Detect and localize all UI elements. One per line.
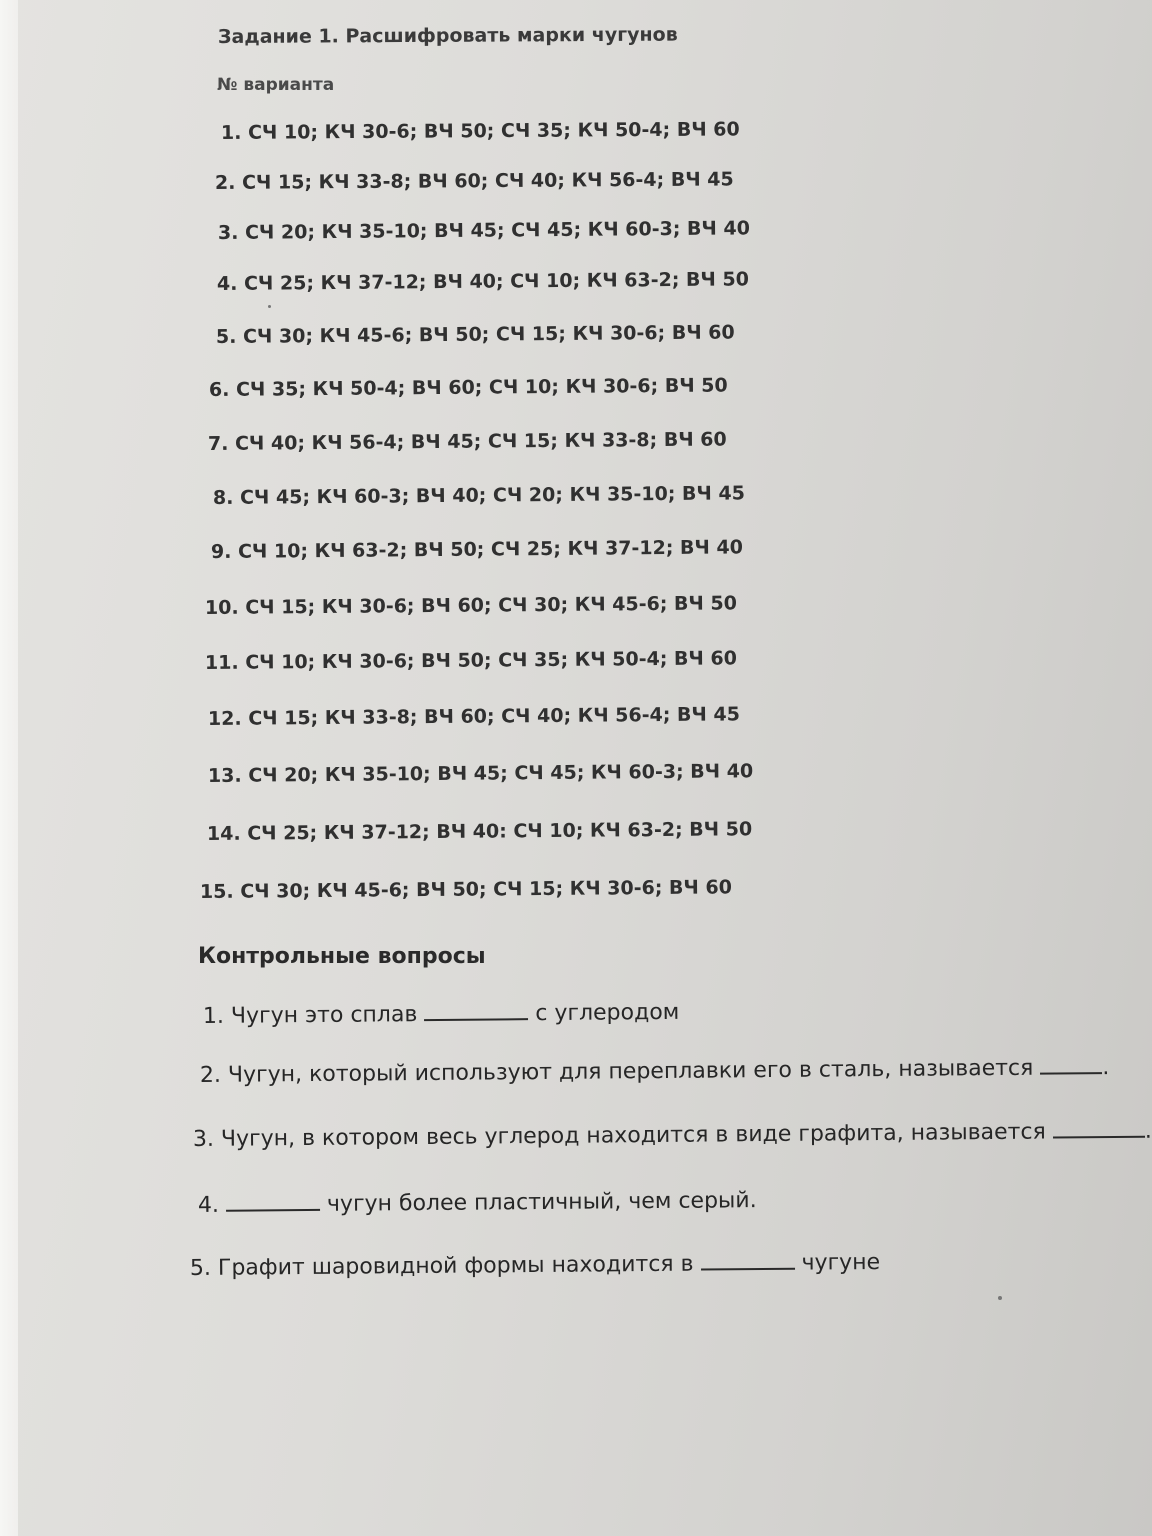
answer-blank <box>700 1250 794 1271</box>
variant-item: 3. СЧ 20; КЧ 35-10; ВЧ 45; СЧ 45; КЧ 60-3; ВЧ 40 <box>217 217 750 244</box>
question-2 <box>200 1054 1110 1088</box>
question-3 <box>193 1118 1152 1152</box>
variant-item: 13. СЧ 20; КЧ 35-10; ВЧ 45; СЧ 45; КЧ 60-3; ВЧ 40 <box>207 760 754 787</box>
variant-item: 7. СЧ 40; КЧ 56-4; ВЧ 45; СЧ 15; КЧ 33-8; ВЧ 60 <box>207 428 727 455</box>
variant-item: 2. СЧ 15; КЧ 33-8; ВЧ 60; СЧ 40; КЧ 56-4; ВЧ 45 <box>214 168 734 194</box>
question-text: 3. Чугун, в котором весь углерод находится в виде графита, называется <box>192 1119 1046 1152</box>
variant-item: 15. СЧ 30; КЧ 45-6; ВЧ 50; СЧ 15; КЧ 30-6; ВЧ 60 <box>199 876 732 903</box>
question-text: 4. <box>197 1192 220 1218</box>
variant-number-label: № варианта <box>217 75 335 95</box>
question-text: 5. Графит шаровидной формы находится в <box>189 1251 694 1281</box>
variant-item: 9. СЧ 10; КЧ 63-2; ВЧ 50; СЧ 25; КЧ 37-12; ВЧ 40 <box>210 536 743 563</box>
question-text: 2. Чугун, который используют для переплавки его в сталь, называется <box>199 1055 1034 1088</box>
question-text: . <box>1102 1055 1110 1081</box>
question-5 <box>190 1249 880 1281</box>
variant-item: 1. СЧ 10; КЧ 30-6; ВЧ 50; СЧ 35; КЧ 50-4; ВЧ 60 <box>220 118 740 144</box>
variant-item: 4. СЧ 25; КЧ 37-12; ВЧ 40; СЧ 10; КЧ 63-2; ВЧ 50 <box>216 268 749 295</box>
variant-item: 5. СЧ 30; КЧ 45-6; ВЧ 50; СЧ 15; КЧ 30-6; ВЧ 60 <box>215 321 735 348</box>
question-text: . <box>1144 1118 1152 1144</box>
answer-blank <box>1040 1054 1102 1075</box>
question-4 <box>198 1187 757 1218</box>
variant-item: 12. СЧ 15; КЧ 33-8; ВЧ 60; СЧ 40; КЧ 56-4; ВЧ 45 <box>207 703 740 730</box>
question-text: чугуне <box>801 1249 881 1276</box>
control-questions-title: Контрольные вопросы <box>198 944 486 969</box>
answer-blank <box>226 1191 320 1212</box>
variant-item: 11. СЧ 10; КЧ 30-6; ВЧ 50; СЧ 35; КЧ 50-4; ВЧ 60 <box>204 647 737 674</box>
variant-item: 10. СЧ 15; КЧ 30-6; ВЧ 60; СЧ 30; КЧ 45-6; ВЧ 50 <box>204 592 737 619</box>
variant-item: 6. СЧ 35; КЧ 50-4; ВЧ 60; СЧ 10; КЧ 30-6; ВЧ 50 <box>208 374 728 401</box>
variant-item: 14. СЧ 25; КЧ 37-12; ВЧ 40: СЧ 10; КЧ 63-2; ВЧ 50 <box>206 818 753 845</box>
answer-blank <box>1053 1118 1145 1139</box>
answer-blank <box>424 1000 528 1021</box>
variant-item: 8. СЧ 45; КЧ 60-3; ВЧ 40; СЧ 20; КЧ 35-10; ВЧ 45 <box>212 482 745 509</box>
speck-mark <box>998 1296 1002 1300</box>
question-text: с углеродом <box>535 999 680 1027</box>
task-title: Задание 1. Расшифровать марки чугунов <box>217 23 678 48</box>
question-text: 1. Чугун это сплав <box>202 1002 418 1029</box>
question-text: чугун более пластичный, чем серый. <box>326 1188 757 1217</box>
question-1 <box>203 999 680 1029</box>
speck-mark <box>268 305 271 308</box>
